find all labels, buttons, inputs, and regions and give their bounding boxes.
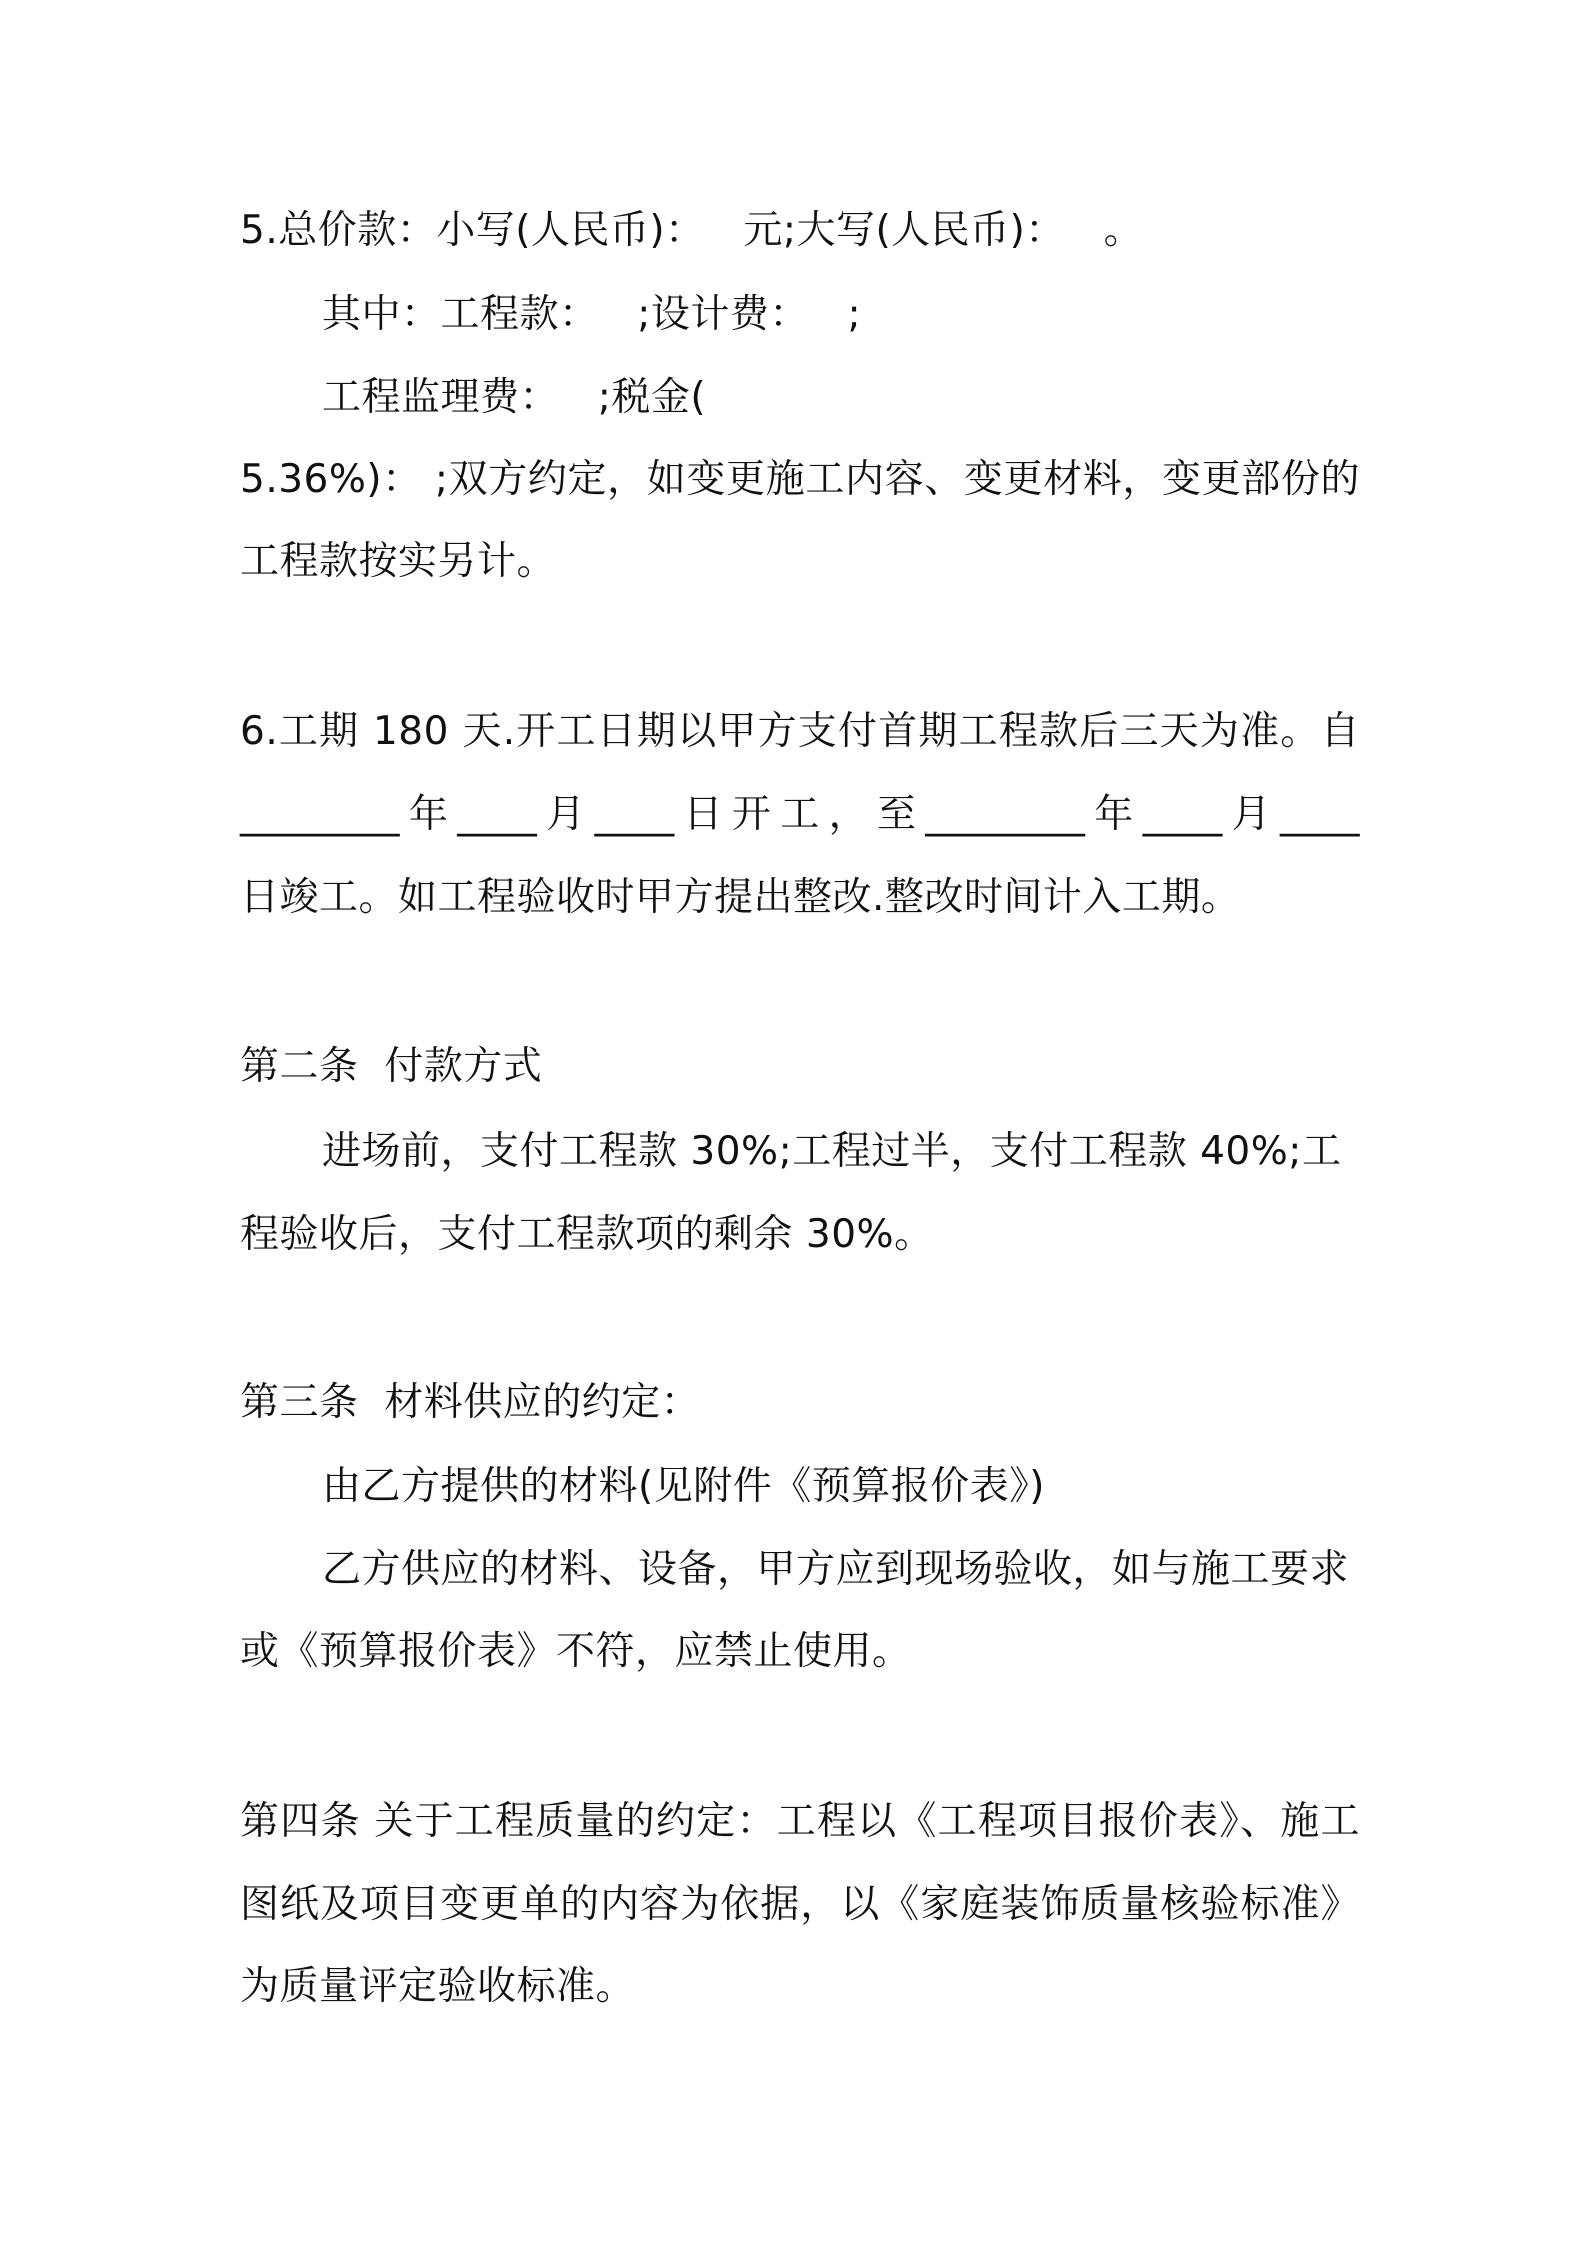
item5-line4: 5.36%)： ;双方约定，如变更施工内容、变更材料，变更部份的 — [240, 457, 1360, 502]
item6-line3: 日竣工。如工程验收时甲方提出整改.整改时间计入工期。 — [240, 875, 1241, 920]
article4-line2: 图纸及项目变更单的内容为依据，以《家庭装饰质量核验标准》 — [240, 1882, 1360, 1927]
item6-line1: 6.工期 180 天.开工日期以甲方支付首期工程款后三天为准。自 — [240, 709, 1360, 754]
article2-line1: 进场前，支付工程款 30%;工程过半，支付工程款 40%;工 — [322, 1129, 1342, 1174]
item5-line1: 5.总价款：小写(人民币)： 元;大写(人民币)： 。 — [240, 208, 1144, 253]
article3-line3: 或《预算报价表》不符，应禁止使用。 — [240, 1629, 912, 1674]
article2-heading: 第二条 付款方式 — [240, 1044, 543, 1089]
article4-line3: 为质量评定验收标准。 — [240, 1964, 636, 2009]
article4-line1: 第四条 关于工程质量的约定：工程以《工程项目报价表》、施工 — [240, 1799, 1360, 1844]
article3-heading: 第三条 材料供应的约定： — [240, 1380, 701, 1425]
article3-line2: 乙方供应的材料、设备，甲方应到现场验收，如与施工要求 — [322, 1547, 1350, 1592]
item5-line3: 工程监理费： ;税金( — [322, 375, 707, 420]
article2-line2: 程验收后，支付工程款项的剩余 30%。 — [240, 1212, 934, 1257]
item5-line5: 工程款按实另计。 — [240, 539, 557, 584]
item6-line2: ________年____月____日开工，至________年____月____ — [240, 792, 1360, 837]
item5-line2: 其中：工程款： ;设计费： ; — [322, 292, 862, 337]
article3-line1: 由乙方提供的材料(见附件《预算报价表》) — [322, 1464, 1045, 1509]
